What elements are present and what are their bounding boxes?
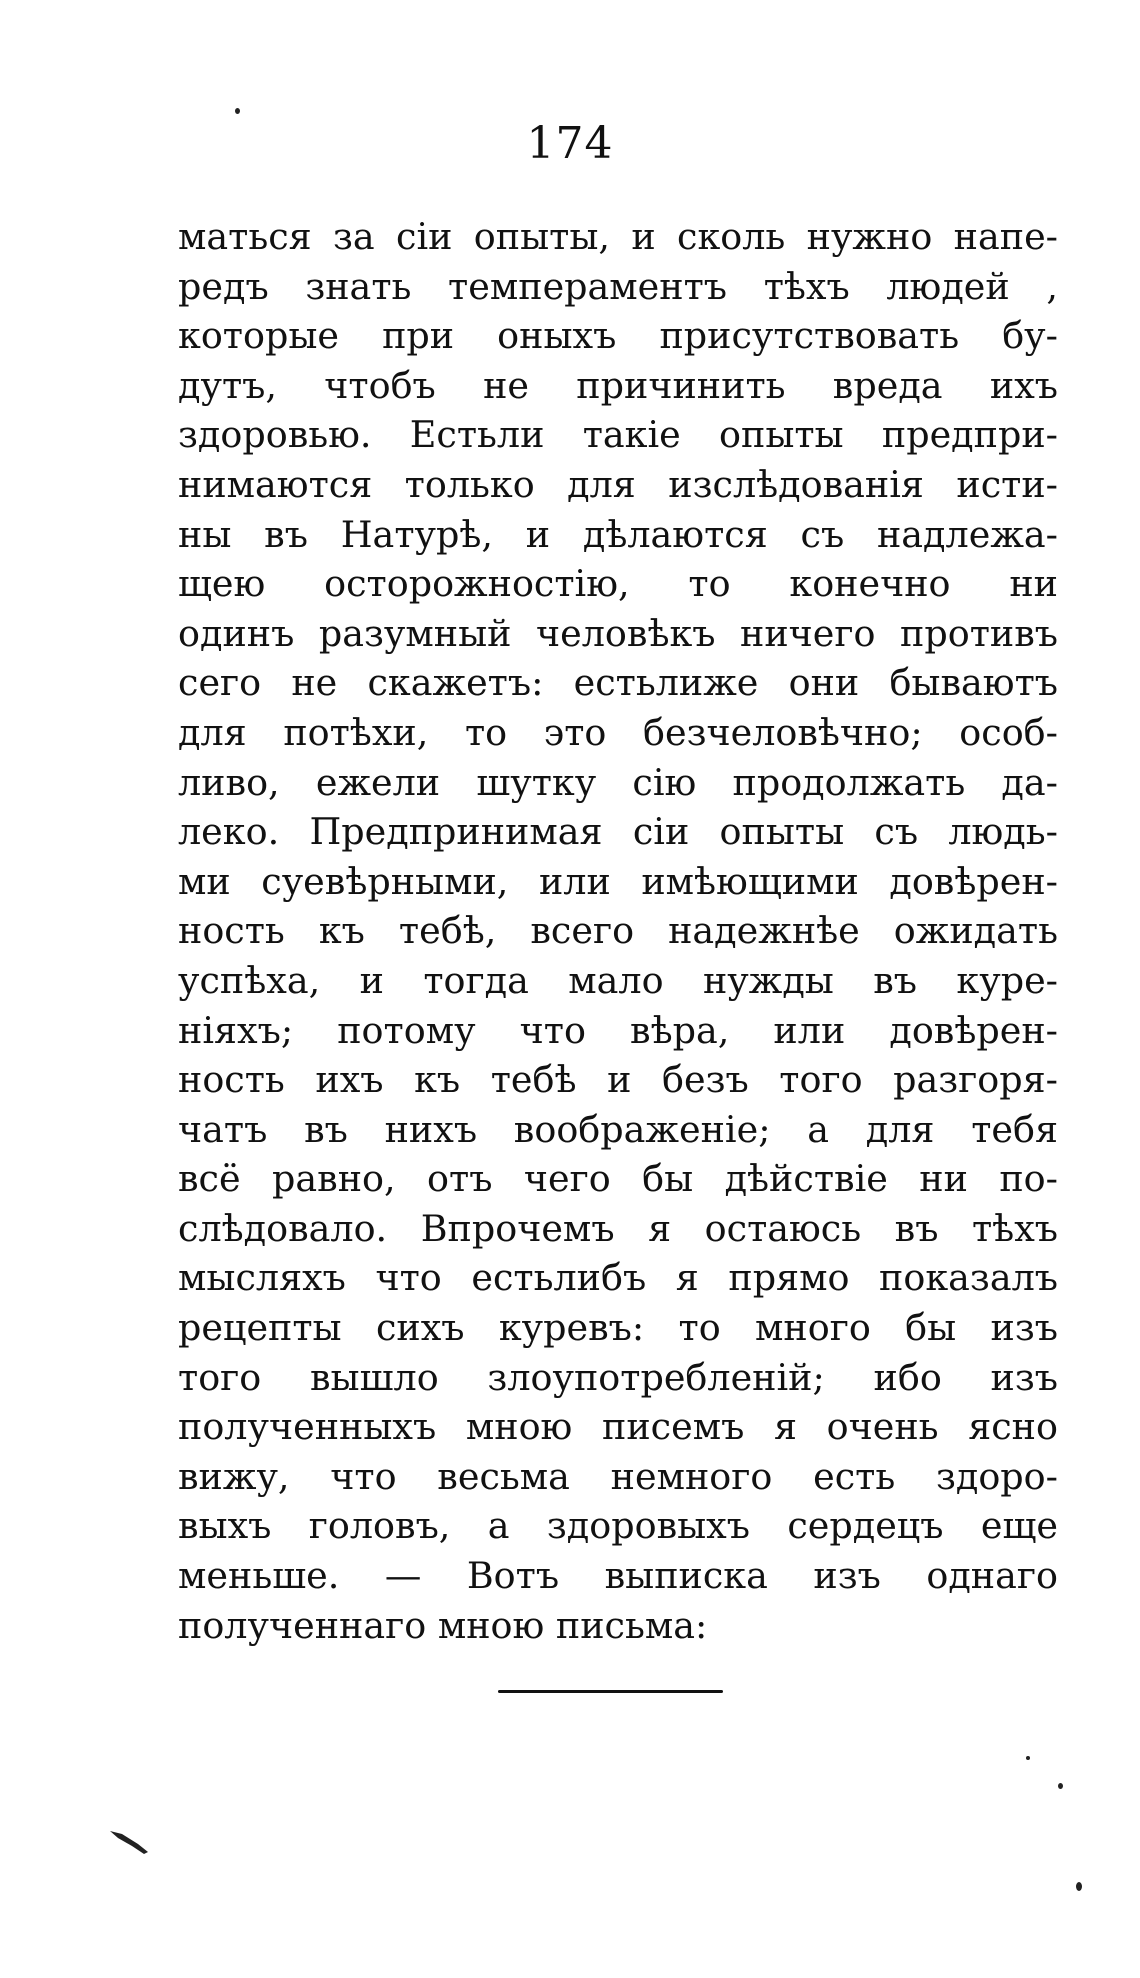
text-line: слѣдовало. Впрочемъ я остаюсь въ тѣхъ <box>178 1206 1058 1250</box>
text-line: одинъ разумный человѣкъ ничего противъ <box>178 611 1058 655</box>
text-line: вижу, что весьма немного есть здоро- <box>178 1454 1058 1498</box>
text-line: ливо, ежели шутку сію продолжать да- <box>178 760 1058 804</box>
text-line: успѣха, и тогда мало нужды въ куре- <box>178 958 1058 1002</box>
text-line: щею осторожностію, то конечно ни <box>178 562 1058 606</box>
page-number: 174 <box>526 118 614 169</box>
scan-speck <box>1026 1756 1030 1760</box>
text-line: которые при оныхъ присутствовать бу- <box>178 314 1058 358</box>
text-line: ны въ Натурѣ, и дѣлаются съ надлежа- <box>178 512 1058 556</box>
scan-mark <box>108 1828 154 1856</box>
text-line: сего не скажетъ: естьлиже они бываютъ <box>178 661 1058 705</box>
text-line: выхъ головъ, а здоровыхъ сердецъ еще <box>178 1504 1058 1548</box>
body-text <box>178 212 1058 1650</box>
scan-speck <box>1058 1783 1063 1789</box>
text-line: редъ знать темпераментъ тѣхъ людей , <box>178 264 1058 308</box>
text-line: мысляхъ что естьлибъ я прямо показалъ <box>178 1256 1058 1300</box>
text-line: чатъ въ нихъ воображеніе; а для тебя <box>178 1107 1058 1151</box>
text-line: леко. Предпринимая сіи опыты съ людь- <box>178 810 1058 854</box>
text-line: маться за сіи опыты, и сколь нужно напе- <box>178 215 1058 258</box>
text-line: дутъ, чтобъ не причинить вреда ихъ <box>178 363 1058 407</box>
text-line: ми суевѣрными, или имѣющими довѣрен- <box>178 859 1058 903</box>
text-line: полученнаго мною письма: <box>178 1603 708 1647</box>
text-line: всё равно, отъ чего бы дѣйствіе ни по- <box>178 1157 1058 1201</box>
text-line: ніяхъ; потому что вѣра, или довѣрен- <box>178 1008 1058 1052</box>
text-line: того вышло злоупотребленій; ибо изъ <box>178 1355 1058 1399</box>
text-line: нимаются только для изслѣдованія исти- <box>178 462 1058 506</box>
scan-speck <box>235 108 240 114</box>
text-line: для потѣхи, то это безчеловѣчно; особ- <box>178 710 1058 754</box>
text-line: полученныхъ мною писемъ я очень ясно <box>178 1405 1058 1449</box>
section-divider <box>498 1690 723 1693</box>
text-line: ность ихъ къ тебѣ и безъ того разгоря- <box>178 1058 1058 1102</box>
text-line: здоровью. Естьли такіе опыты предпри- <box>178 413 1058 457</box>
text-line: рецепты сихъ куревъ: то много бы изъ <box>178 1306 1058 1350</box>
text-line: меньше. — Вотъ выписка изъ однаго <box>178 1554 1058 1598</box>
text-line: ность къ тебѣ, всего надежнѣе ожидать <box>178 909 1058 953</box>
scan-speck <box>1076 1882 1082 1891</box>
